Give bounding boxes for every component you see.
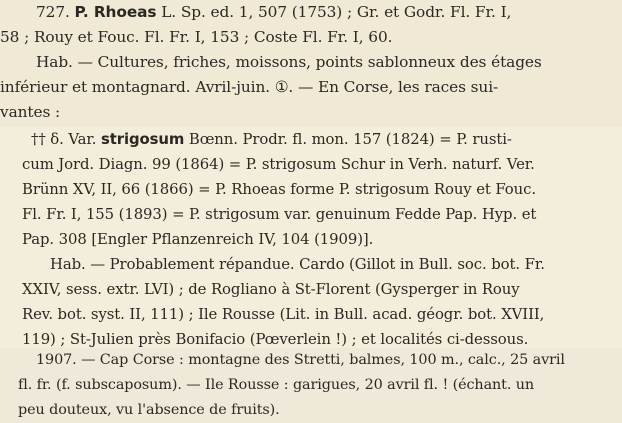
entry-habitat-line-1: Hab. — Cultures, friches, moissons, points sablonneux des étages	[36, 53, 542, 71]
note-line-2: fl. fr. (f. subscaposum). — Ile Rousse : garigues, 20 avril fl. ! (échant. un	[18, 377, 535, 393]
entry-habitat-line-3: vantes :	[0, 103, 61, 121]
variety-synonymy-line-2: cum Jord. Diagn. 99 (1864) = P. strigosum Schur in Verh. naturf. Ver.	[22, 155, 535, 173]
variety-citation: Bœnn. Prodr. fl. mon. 157 (1824) = P. rusti-	[188, 130, 512, 148]
variety-habitat-line-2: XXIV, sess. extr. LVI) ; de Rogliano à St-Florent (Gysperger in Rouy	[22, 280, 520, 298]
variety-habitat-line-4: 119) ; St-Julien près Bonifacio (Pœverlein !) ; et localités ci-dessous.	[22, 330, 529, 348]
variety-heading-line	[0, 127, 622, 152]
collection-note	[0, 348, 622, 423]
species-entry	[0, 0, 622, 125]
entry-number: 727.	[36, 3, 70, 21]
note-line-3: peu douteux, vu l'absence de fruits).	[18, 402, 280, 418]
variety-synonymy-line-3: Brünn XV, II, 66 (1866) = P. Rhoeas forme P. strigosum Rouy et Fouc.	[22, 180, 536, 198]
variety-prefix: †† δ. Var.	[31, 130, 97, 148]
entry-heading-line	[0, 0, 622, 25]
variety-synonymy-line-4: Fl. Fr. I, 155 (1893) = P. strigosum var. genuinum Fedde Pap. Hyp. et	[22, 205, 537, 223]
variety-habitat-line-1: Hab. — Probablement répandue. Cardo (Gillot in Bull. soc. bot. Fr.	[50, 255, 545, 273]
entry-habitat-line-2: inférieur et montagnard. Avril-juin. ①. — En Corse, les races sui-	[0, 78, 499, 96]
note-line-1: 1907. — Cap Corse : montagne des Stretti, balmes, 100 m., calc., 25 avril	[36, 352, 565, 368]
variety-habitat-line-3: Rev. bot. syst. II, 111) ; Ile Rousse (Lit. in Bull. acad. géogr. bot. XVIII,	[22, 305, 545, 323]
entry-citation-line-2: 58 ; Rouy et Fouc. Fl. Fr. I, 153 ; Coste Fl. Fr. I, 60.	[0, 28, 393, 46]
species-name: P. Rhoeas	[74, 3, 157, 21]
variety-section	[0, 127, 622, 352]
entry-citation: L. Sp. ed. 1, 507 (1753) ; Gr. et Godr. Fl. Fr. I,	[161, 3, 512, 21]
variety-synonymy-line-5: Pap. 308 [Engler Pflanzenreich IV, 104 (1909)].	[22, 230, 374, 248]
variety-name: strigosum	[101, 130, 185, 148]
